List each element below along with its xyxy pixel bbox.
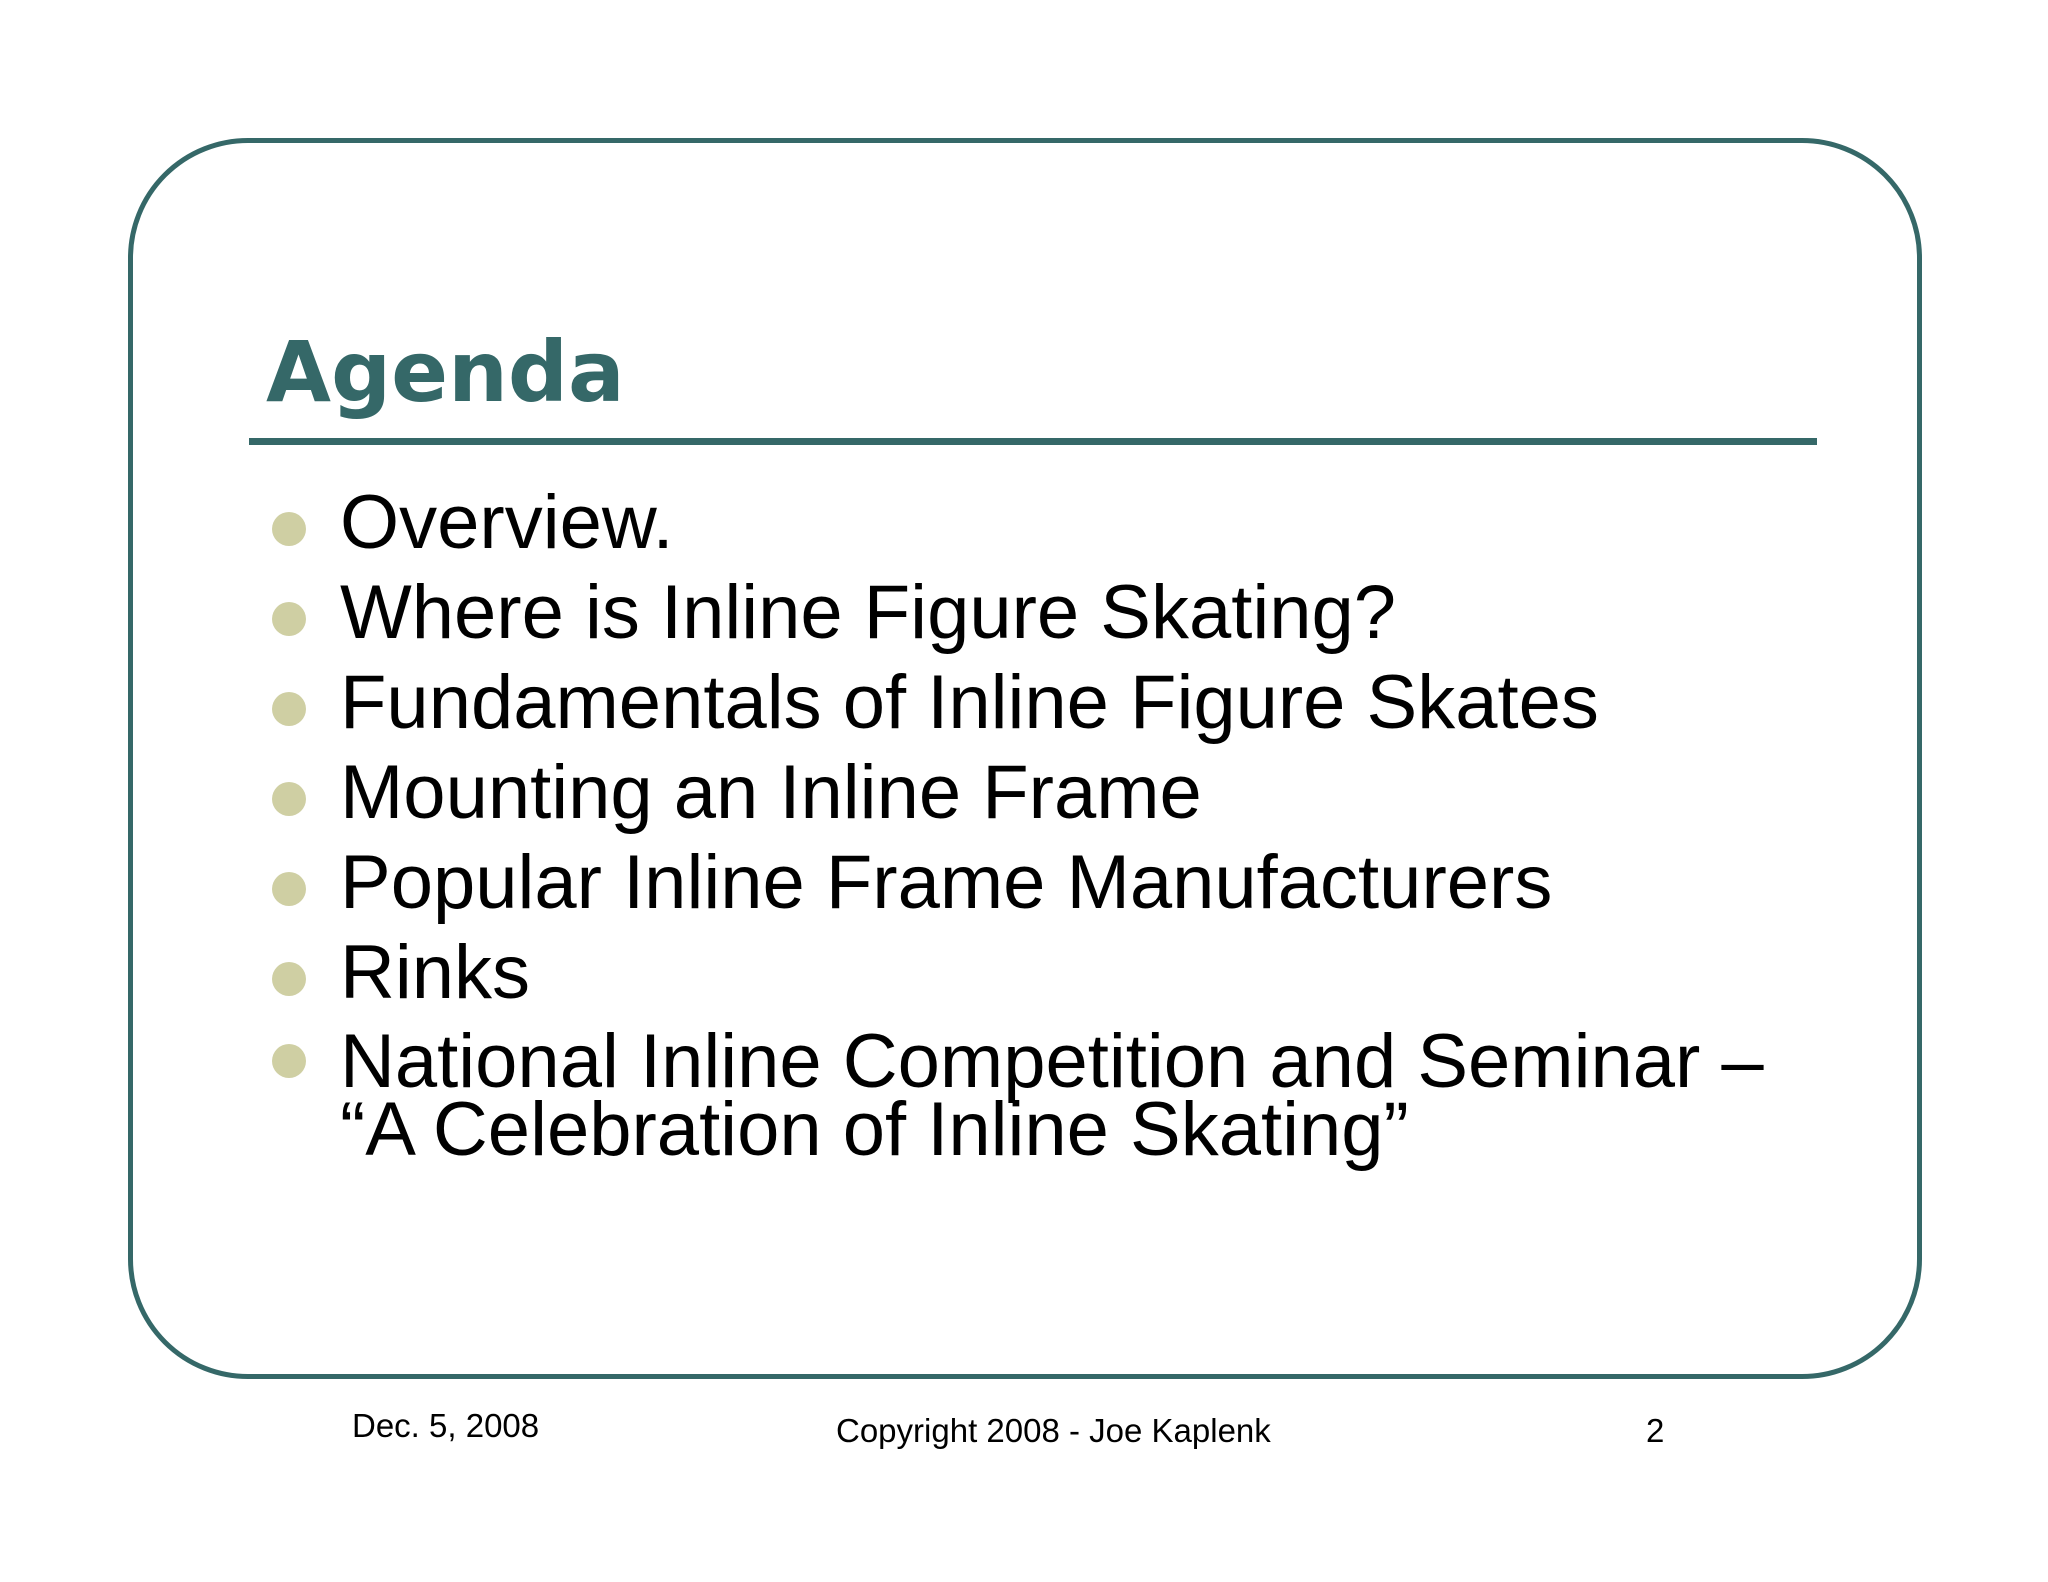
slide-title: Agenda xyxy=(266,323,625,421)
footer-date: Dec. 5, 2008 xyxy=(352,1407,540,1444)
agenda-item-text: Rinks xyxy=(340,930,531,1015)
footer-copyright: Copyright 2008 - Joe Kaplenk xyxy=(836,1412,1271,1449)
agenda-item xyxy=(272,838,1832,928)
agenda-item xyxy=(272,748,1832,838)
bullet-dot-icon xyxy=(272,512,306,546)
agenda-item xyxy=(272,658,1832,748)
agenda-item-text: National Inline Competition and Seminar – “A Celebration of Inline Skating” xyxy=(340,1019,1764,1172)
bullet-dot-icon xyxy=(272,782,306,816)
agenda-item xyxy=(272,568,1832,658)
agenda-item-text: Where is Inline Figure Skating? xyxy=(340,570,1397,655)
agenda-list xyxy=(272,478,1832,1172)
agenda-item-text: Mounting an Inline Frame xyxy=(340,750,1202,835)
agenda-item xyxy=(272,928,1832,1018)
agenda-item xyxy=(272,478,1832,568)
bullet-dot-icon xyxy=(272,872,306,906)
agenda-item-text: Popular Inline Frame Manufacturers xyxy=(340,840,1553,925)
bullet-dot-icon xyxy=(272,692,306,726)
agenda-item-text: Fundamentals of Inline Figure Skates xyxy=(340,660,1599,745)
agenda-item xyxy=(272,1018,1832,1172)
bullet-dot-icon xyxy=(272,962,306,996)
agenda-item-text: Overview. xyxy=(340,480,674,565)
bullet-dot-icon xyxy=(272,1044,306,1078)
title-divider xyxy=(249,438,1817,445)
footer-page-number: 2 xyxy=(1646,1412,1665,1449)
bullet-dot-icon xyxy=(272,602,306,636)
